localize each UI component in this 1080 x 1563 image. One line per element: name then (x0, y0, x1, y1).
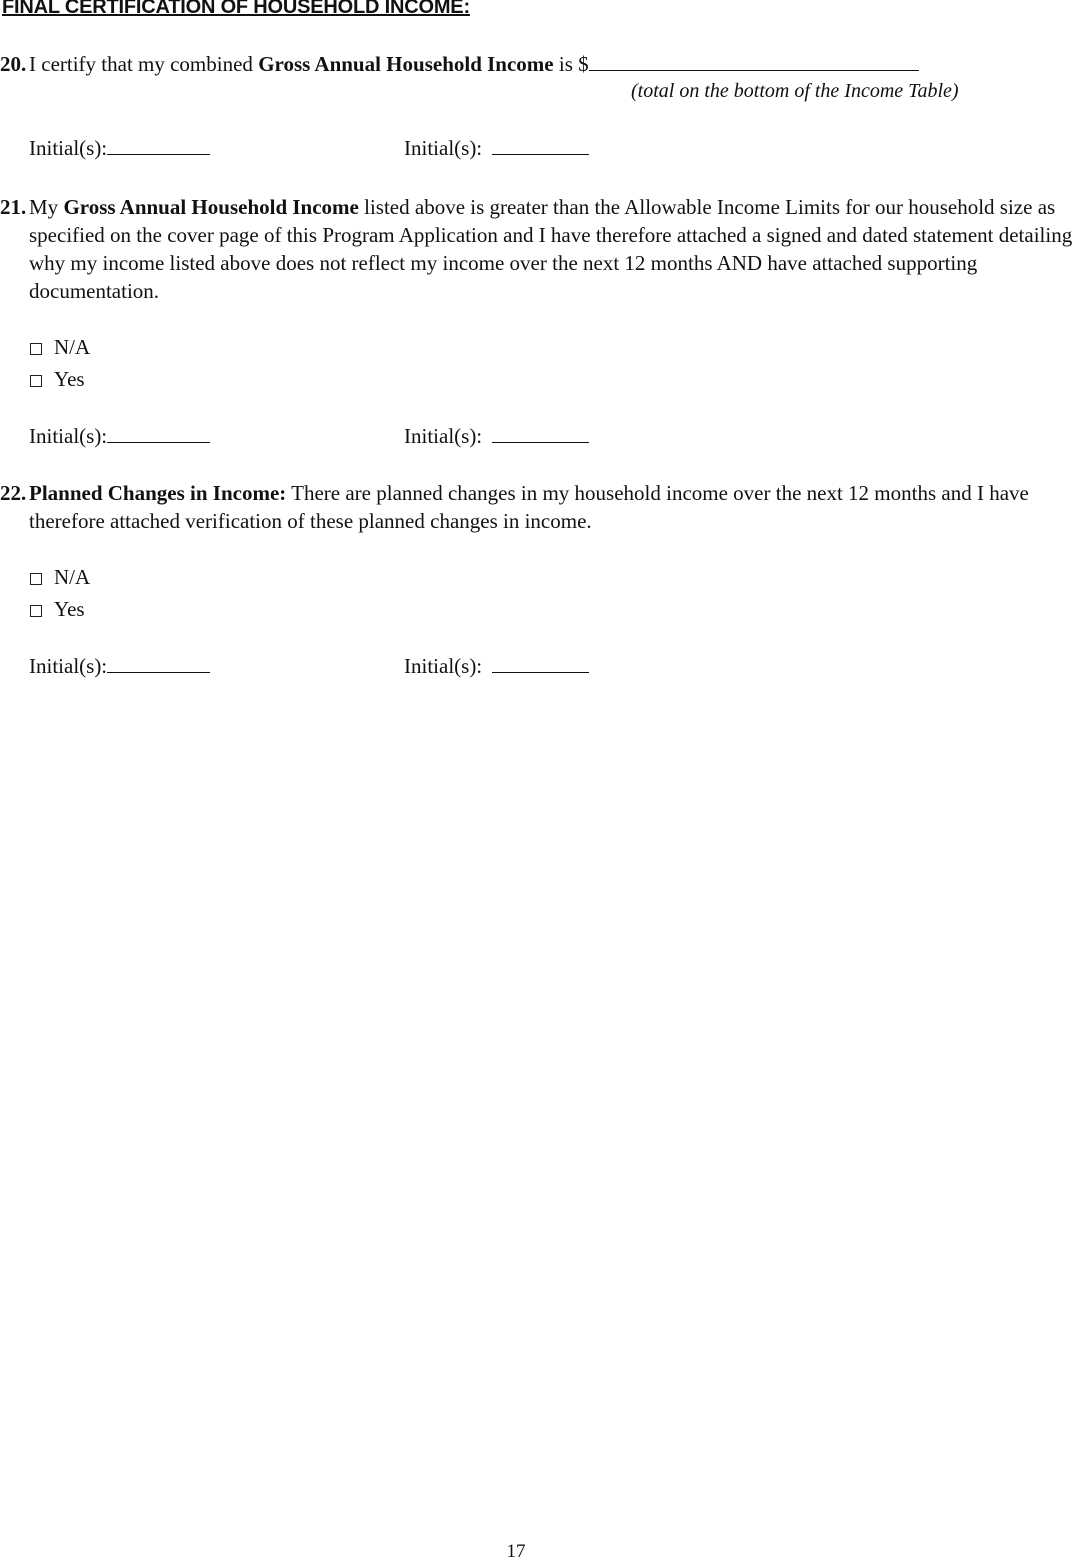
page-number: 17 (506, 1541, 526, 1562)
q20-number: 20. (0, 52, 27, 76)
q21-initials-field-2[interactable] (492, 441, 589, 443)
q21-initials-2 (404, 424, 589, 449)
q22-number: 22. (0, 481, 27, 505)
q20-note: (total on the bottom of the Income Table) (631, 80, 959, 102)
q22-option-yes[interactable] (30, 597, 85, 622)
q21-text-after: listed above is greater than the Allowable Income Limits for our household size as specified on the cover page of this Program Application and I have therefore attached a signed and dated statement detailing why my income listed above does not reflect my income over the next 12 months AND have attached supporting documentation. (29, 195, 1073, 303)
q21-na-label: N/A (54, 335, 91, 359)
q21-bold-term: Gross Annual Household Income (63, 195, 359, 219)
q22-initials-1 (29, 654, 210, 679)
q20-text-after: is $ (553, 52, 589, 76)
q22-option-na[interactable] (30, 565, 90, 590)
initials-label: Initial(s): (29, 136, 108, 160)
q22-text-after: There are planned changes in my household income over the next 12 months and I have therefore attached verification of these planned changes in income. (29, 481, 1029, 533)
initials-label: Initial(s): (404, 654, 488, 678)
q20-initials-2 (404, 136, 589, 161)
q21-number: 21. (0, 195, 27, 219)
q22-initials-field-2[interactable] (492, 671, 589, 673)
q21-option-na[interactable] (30, 335, 90, 360)
q22-na-checkbox[interactable] (30, 573, 42, 585)
q22-bold-term: Planned Changes in Income: (29, 481, 287, 505)
q21-yes-checkbox[interactable] (30, 375, 42, 387)
q20-initials-field-2[interactable] (492, 153, 589, 155)
q20-initials-field-1[interactable] (107, 153, 210, 155)
q21-option-yes[interactable] (30, 367, 85, 392)
q22-yes-checkbox[interactable] (30, 605, 42, 617)
q21-initials-field-1[interactable] (107, 441, 210, 443)
q22-initials-field-1[interactable] (107, 671, 210, 673)
q21-paragraph (0, 193, 1080, 305)
q20-initials-1 (29, 136, 210, 161)
initials-label: Initial(s): (404, 136, 488, 160)
gross-income-field[interactable] (589, 69, 919, 71)
initials-label: Initial(s): (29, 424, 108, 448)
q20-bold-term: Gross Annual Household Income (258, 52, 554, 76)
q22-initials-2 (404, 654, 589, 679)
q22-yes-label: Yes (54, 597, 85, 621)
section-heading: FINAL CERTIFICATION OF HOUSEHOLD INCOME: (2, 0, 470, 18)
initials-label: Initial(s): (404, 424, 488, 448)
q21-initials-1 (29, 424, 210, 449)
q22-paragraph (0, 479, 1080, 535)
q20-line (0, 52, 919, 77)
q21-text-before: My (29, 195, 64, 219)
q21-na-checkbox[interactable] (30, 343, 42, 355)
q20-text-before: I certify that my combined (29, 52, 259, 76)
q22-na-label: N/A (54, 565, 91, 589)
initials-label: Initial(s): (29, 654, 108, 678)
q21-yes-label: Yes (54, 367, 85, 391)
